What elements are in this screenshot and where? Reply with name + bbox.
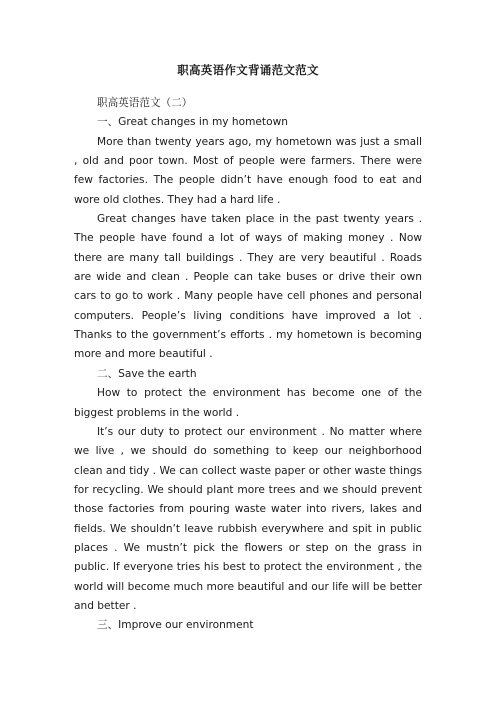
subtitle: 职高英语范文（二） — [97, 97, 193, 109]
paragraph: Great changes have taken place in the past twenty years . The people have found a lot of ways of making money . Now there are many tall buildings . They are very beautiful . Roads are wide and clean . People can take buses or drive their own cars to go to work . Many people have cell phones and personal computers. People’s living conditions have improved a lot . Thanks to the government’s efforts . my hometown is becoming more and more beautiful . — [74, 213, 422, 361]
document-title: 职高英语作文背诵范文范文 — [177, 63, 319, 77]
paragraph: How to protect the environment has become one of the biggest problems in the world . — [74, 387, 422, 419]
section-heading-1: 一、Great changes in my hometown — [97, 116, 288, 129]
document-body — [74, 94, 422, 636]
section-heading-2: 二、Save the earth — [97, 367, 197, 380]
paragraph: More than twenty years ago, my hometown was just a small , old and poor town. Most of people were farmers. There were few factories. The people didn’t have enough food to eat and wore old clothes. They had a hard life . — [74, 135, 422, 206]
section-heading-3: 三、Improve our environment — [97, 619, 254, 632]
paragraph: It’s our duty to protect our environment . No matter where we live , we should do something to keep our neighborhood clean and tidy . We can collect waste paper or other waste things for recycling. We should plant more trees and we should prevent those factories from pouring waste water into rivers, lakes and fields. We shouldn’t leave rubbish everywhere and spit in public places . We mustn’t pick the flowers or step on the grass in public. If everyone tries his best to protect the environment , the world will become much more beautiful and our life will be better and better . — [74, 425, 422, 612]
